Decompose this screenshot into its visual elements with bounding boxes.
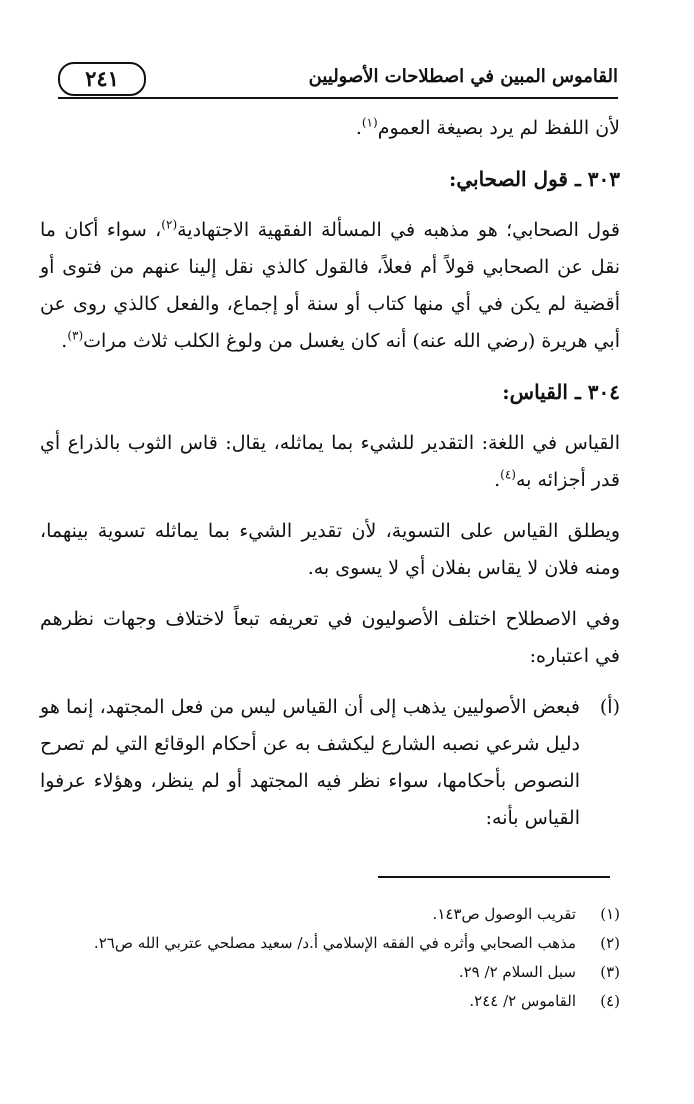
paragraph-taswiya: ويطلق القياس على التسوية، لأن تقدير الشيء بما يماثله تسوية بينهما، ومنه فلان لا يقاس بفلان أي لا يسوى به. [40, 520, 620, 579]
section-number: ٣٠٤ ـ [574, 380, 620, 404]
footnote-3: (٣) سبل السلام ٢/ ٢٩. [458, 963, 620, 981]
footnote-2: (٢) مذهب الصحابي وأثره في الفقه الإسلامي أ.د/ سعيد مصلحي عتربي الله ص٢٦. [93, 934, 620, 952]
section-title: القياس: [502, 380, 568, 404]
paragraph-qiyas-lugha: القياس في اللغة: التقدير للشيء بما يماثله، يقال: قاس الثوب بالذراع أي قدر أجزائه به$^{(٤)}$. [40, 432, 620, 491]
running-title: القاموس المبين في اصطلاحات الأصوليين [308, 66, 618, 87]
paragraph-istilah: وفي الاصطلاح اختلف الأصوليون في تعريفه تبعاً لاختلاف وجهات نظرهم في اعتباره: [40, 608, 620, 667]
section-title: قول الصحابي: [448, 167, 568, 191]
footnotes [40, 900, 620, 1016]
section-heading-304 [40, 374, 620, 411]
main-text [40, 110, 620, 837]
paragraph-continuation: لأن اللفظ لم يرد بصيغة العموم$^{(١)}$. [355, 115, 620, 139]
list-marker: (أ) [599, 696, 620, 718]
section-number: ٣٠٣ ـ [574, 167, 620, 191]
page-number: ٢٤١ [58, 62, 146, 96]
footnote-ref-1: (١) [361, 115, 378, 130]
paragraph-sahabi: قول الصحابي؛ هو مذهبه في المسألة الفقهية الاجتهادية$^{(٢)}$، سواء أكان ما نقل عن الصحابي قولاً أم فعلاً، فالقول كالذي نقل إلينا عنهم من فتوى أو أقضية لم يكن في أي منها كتاب أو سنة أو إجماع، والفعل كالذي روى عن أبي هريرة (رضي الله عنه) أنه كان يغسل من ولوغ الكلب ثلاث مرات$^{(٣)}$. [40, 217, 620, 352]
page-header [38, 58, 618, 98]
footnote-4: (٤) القاموس ٢/ ٢٤٤. [469, 992, 620, 1010]
footnote-separator [378, 876, 610, 878]
list-item-a: (أ) فبعض الأصوليين يذهب إلى أن القياس ليس من فعل المجتهد، إنما هو دليل شرعي نصبه الشارع ليكشف به عن أحكام الوقائع التي لم تصرح النصوص بأحكامها، سواء نظر فيه المجتهد أو لم ينظر، وهؤلاء عرفوا القياس بأنه: [40, 689, 620, 837]
footnote-1: (١) تقريب الوصول ص١٤٣. [432, 905, 620, 923]
section-heading-303 [40, 161, 620, 198]
footnote-ref-4: (٤) [500, 467, 516, 482]
header-rule [58, 97, 618, 99]
footnote-ref-3: (٣) [67, 328, 84, 343]
footnote-ref-2: (٢) [161, 217, 178, 232]
